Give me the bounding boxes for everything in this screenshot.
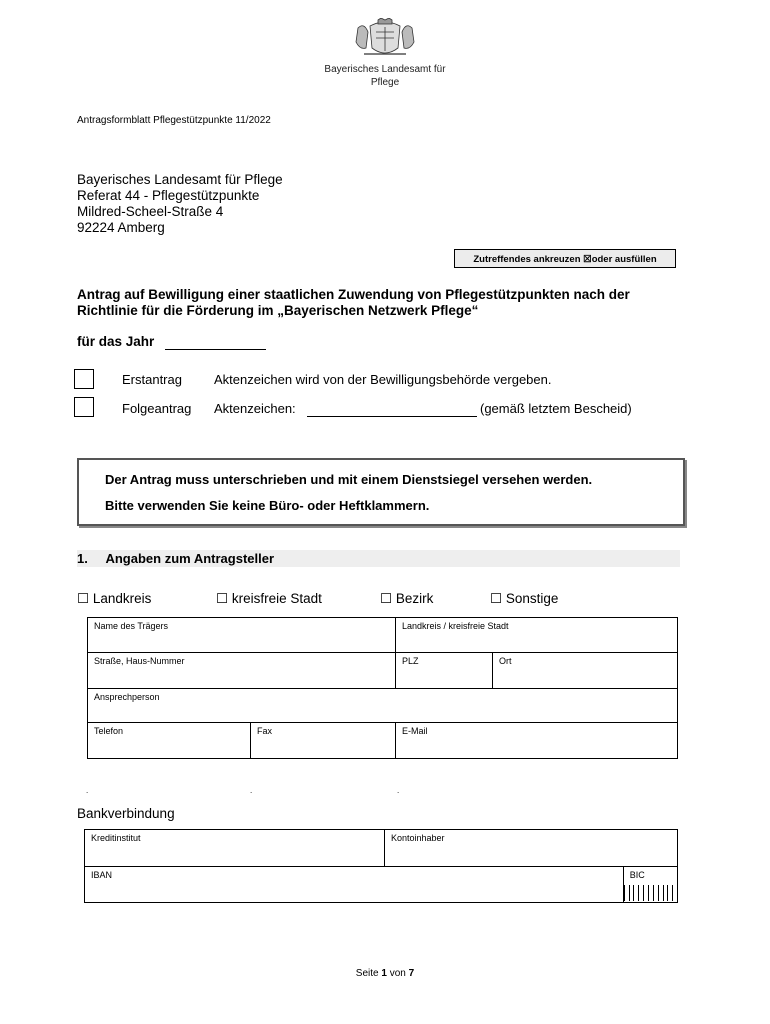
section-heading: Angaben zum Antragsteller: [105, 551, 275, 566]
type-landkreis-checkbox[interactable]: ☐ Landkreis: [77, 591, 152, 606]
institute-field[interactable]: Kreditinstitut: [85, 830, 385, 867]
dot: .: [397, 786, 400, 795]
district-field[interactable]: Landkreis / kreisfreie Stadt: [396, 618, 678, 653]
file-number-input[interactable]: [307, 416, 477, 417]
fax-field[interactable]: Fax: [251, 723, 396, 759]
footer-text: von: [389, 968, 406, 979]
fill-hint-box: [454, 249, 676, 268]
hint-text: Zutreffendes ankreuzen: [473, 254, 581, 265]
form-reference: Antragsformblatt Pflegestützpunkte 11/2022: [77, 115, 271, 126]
follow-application-checkbox[interactable]: [74, 397, 94, 417]
follow-application-label: Folgeantrag: [122, 401, 192, 416]
contact-field[interactable]: Ansprechperson: [88, 689, 678, 723]
holder-field[interactable]: Kontoinhaber: [385, 830, 678, 867]
bic-character-boxes: [624, 885, 677, 901]
street-field[interactable]: Straße, Haus-Nummer: [88, 653, 396, 689]
address-line: Referat 44 - Pflegestützpunkte: [77, 188, 260, 203]
checked-box-icon: ☒: [583, 254, 592, 265]
form-title: [77, 287, 697, 319]
org-name-line2: Pflege: [370, 77, 400, 88]
bic-label: BIC: [629, 870, 645, 880]
name-field[interactable]: Name des Trägers: [88, 618, 396, 653]
title-line: Antrag auf Bewilligung einer staatlichen Zuwendung von Pflegestützpunkten nach der: [77, 287, 630, 302]
hint-text: oder ausfüllen: [591, 254, 657, 265]
file-number-label: Aktenzeichen:: [214, 401, 296, 416]
address-line: Mildred-Scheel-Straße 4: [77, 204, 224, 219]
first-application-text: Aktenzeichen wird von der Bewilligungsbehörde vergeben.: [214, 372, 552, 387]
type-bezirk-checkbox[interactable]: ☐ Bezirk: [380, 591, 434, 606]
file-number-note: (gemäß letztem Bescheid): [480, 401, 632, 416]
title-line: Richtlinie für die Förderung im „Bayerischen Netzwerk Pflege“: [77, 303, 479, 318]
notice-line: Der Antrag muss unterschrieben und mit einem Dienstsiegel versehen werden.: [105, 472, 593, 487]
current-page: 1: [381, 968, 387, 979]
footer-text: Seite: [355, 968, 379, 979]
org-name-line1: Bayerisches Landesamt für: [324, 64, 446, 75]
email-field[interactable]: E-Mail: [396, 723, 678, 759]
phone-field[interactable]: Telefon: [88, 723, 251, 759]
notice-box: [77, 458, 685, 526]
dot: .: [250, 786, 253, 795]
page-footer: [0, 968, 770, 979]
recipient-address: [77, 172, 283, 236]
address-line: Bayerisches Landesamt für Pflege: [77, 172, 283, 187]
notice-line: Bitte verwenden Sie keine Büro- oder Heftklammern.: [105, 498, 430, 513]
section-1-title: [77, 551, 274, 566]
type-sonstige-checkbox[interactable]: ☐ Sonstige: [490, 591, 559, 606]
type-kreisfreie-stadt-checkbox[interactable]: ☐ kreisfreie Stadt: [216, 591, 322, 606]
bic-field[interactable]: [623, 867, 677, 903]
bank-table: [84, 829, 678, 903]
bank-title: Bankverbindung: [77, 806, 175, 821]
dot: .: [86, 786, 89, 795]
section-number: 1.: [77, 551, 88, 566]
applicant-table: [87, 617, 678, 759]
address-line: 92224 Amberg: [77, 220, 165, 235]
total-pages: 7: [408, 968, 415, 979]
year-label: für das Jahr: [77, 334, 155, 349]
iban-field[interactable]: IBAN: [85, 867, 624, 903]
bavarian-coat-of-arms-logo: [340, 18, 430, 60]
zip-field[interactable]: PLZ: [396, 653, 493, 689]
first-application-label: Erstantrag: [122, 372, 182, 387]
city-field[interactable]: Ort: [493, 653, 678, 689]
year-input[interactable]: [165, 349, 266, 350]
first-application-checkbox[interactable]: [74, 369, 94, 389]
